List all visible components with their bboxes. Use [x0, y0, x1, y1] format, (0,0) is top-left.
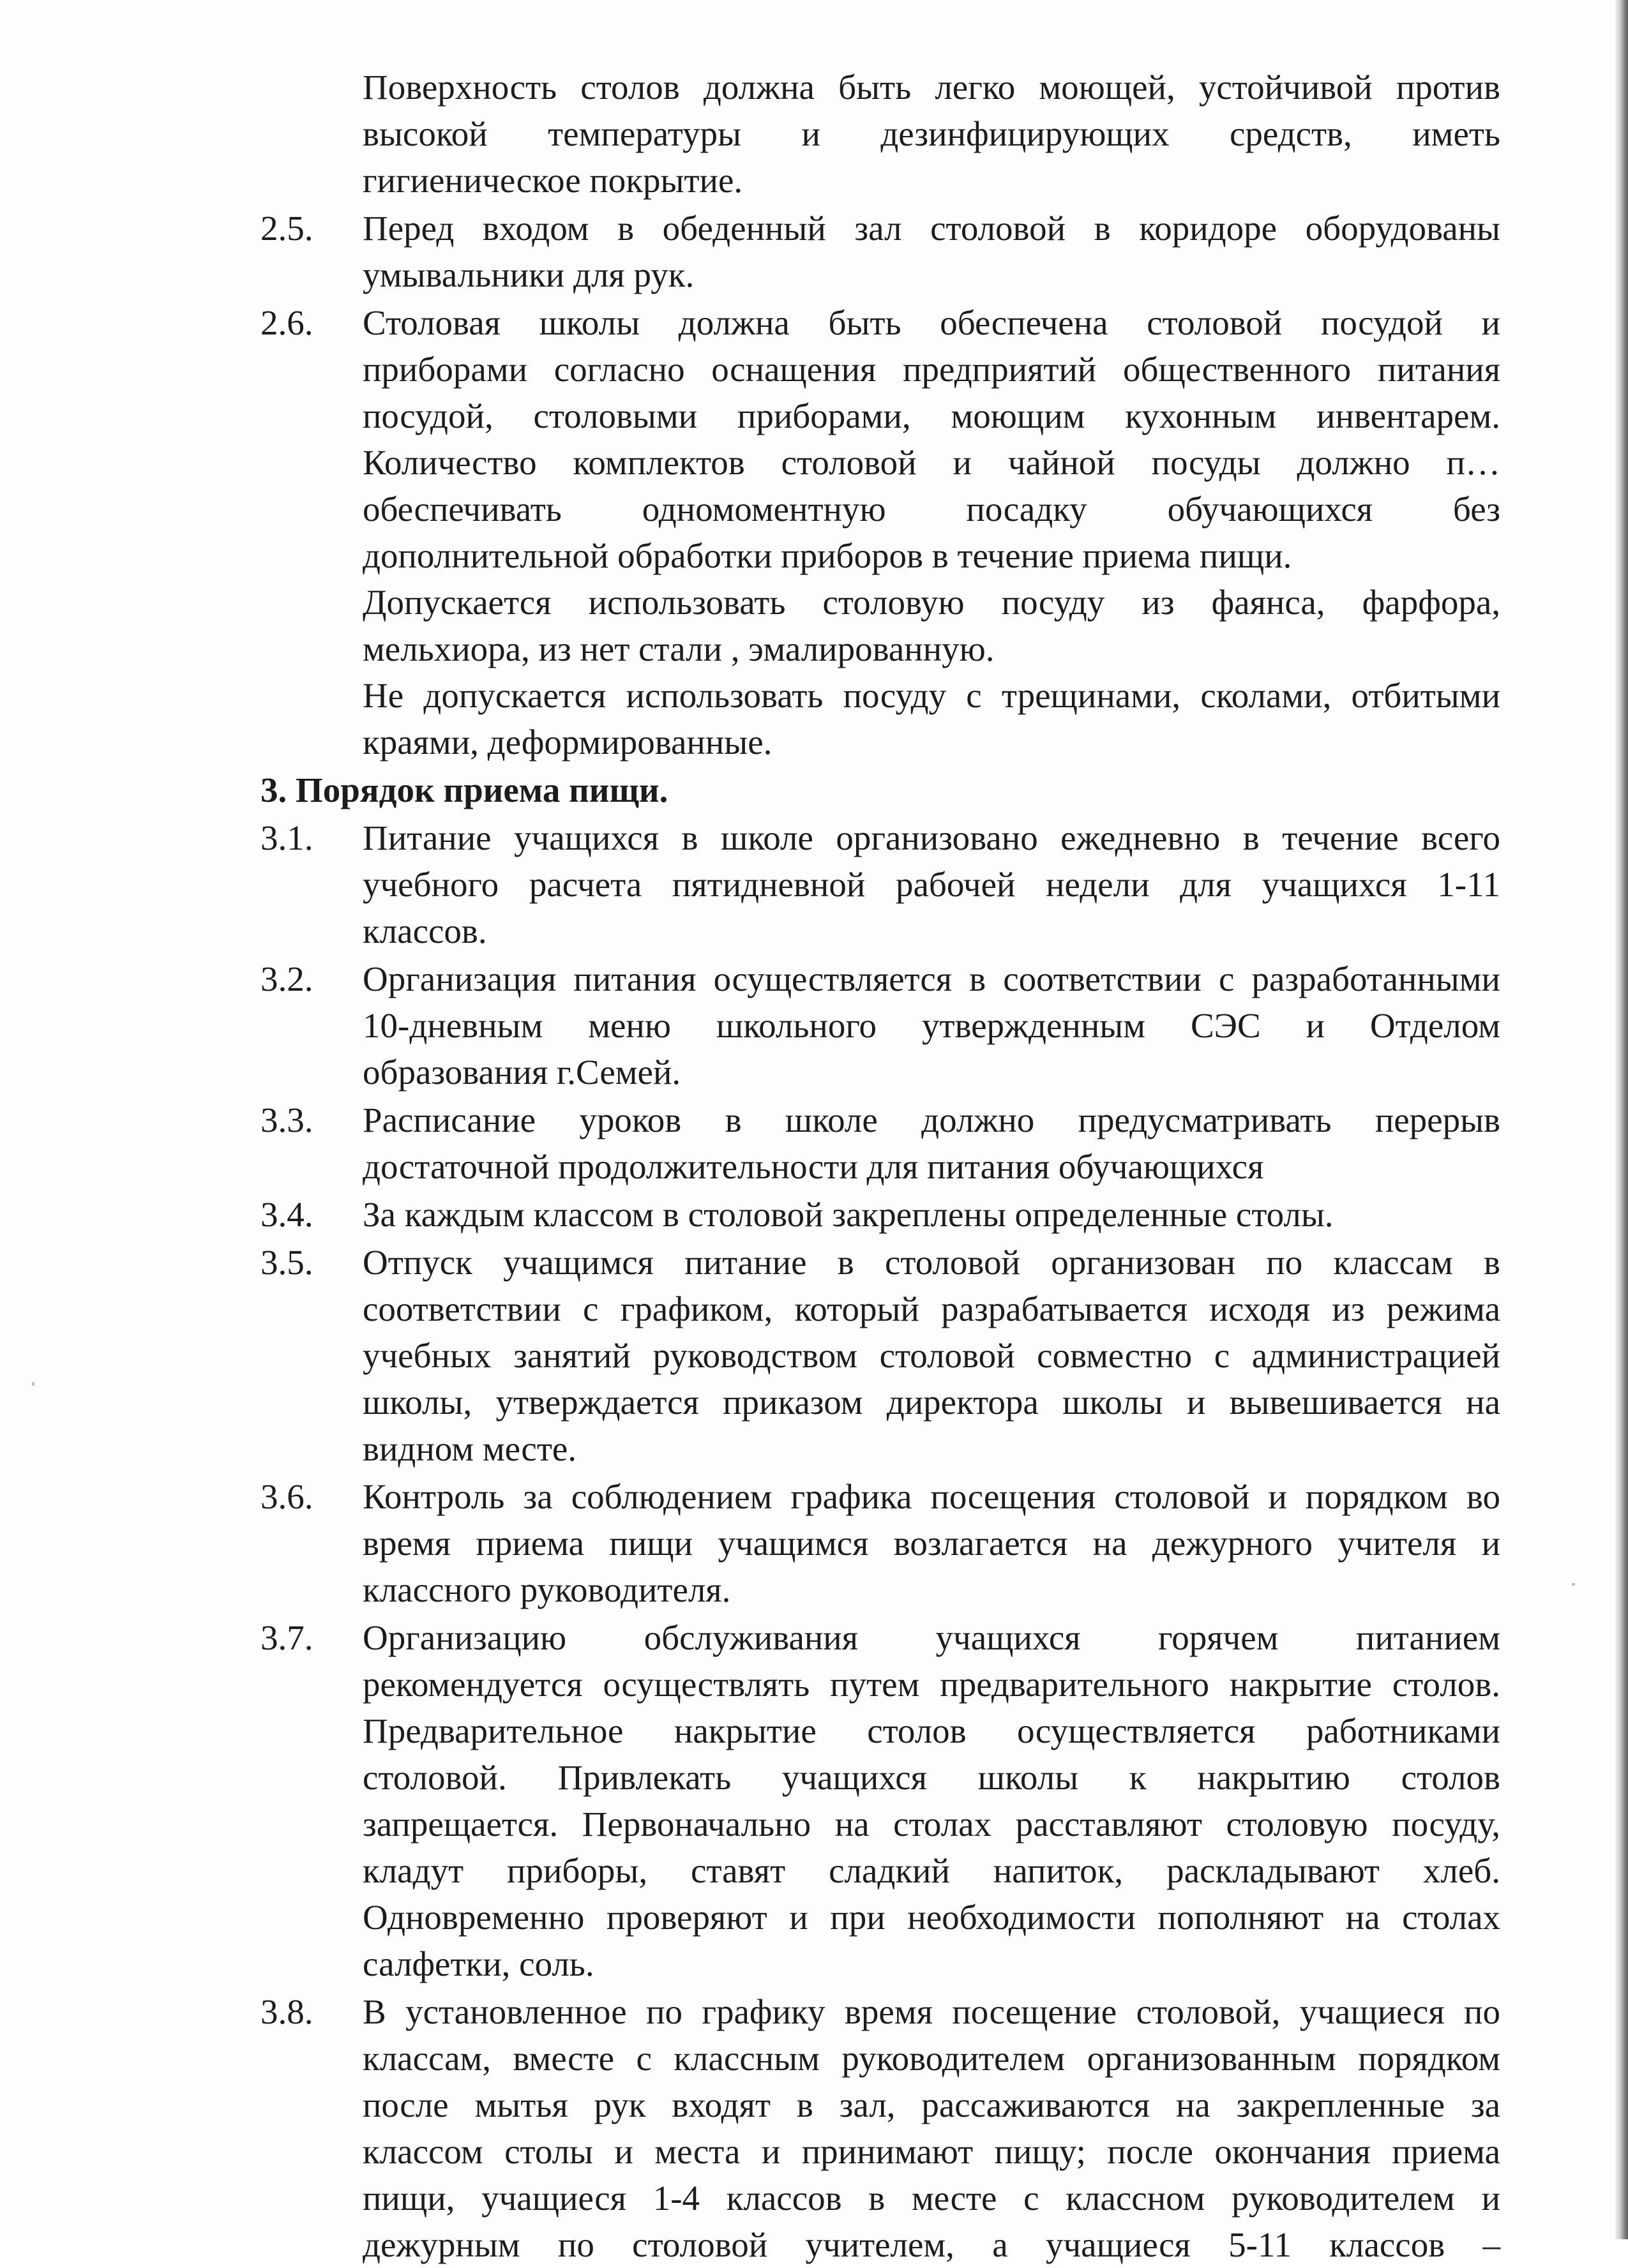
scan-speck [1572, 1583, 1575, 1586]
paragraph-line: Расписание уроков в школе должно предусматривать перерыв [363, 1100, 1500, 1139]
paragraph-line: классом столы и места и принимают пищу; после окончания приема [363, 2132, 1500, 2171]
item-number: 3.4. [260, 1195, 313, 1234]
paragraph-line: кладут приборы, ставят сладкий напиток, раскладывают хлеб. [363, 1851, 1500, 1890]
paragraph-line: посудой, столовыми приборами, моющим кухонным инвентарем. [363, 396, 1500, 435]
paragraph-line: Поверхность столов должна быть легко моющей, устойчивой против [363, 68, 1500, 107]
paragraph-line: дополнительной обработки приборов в течение приема пищи. [363, 536, 1292, 575]
paragraph-line: классов. [363, 912, 487, 950]
item-number: 3.5. [260, 1243, 313, 1282]
paragraph-line: краями, деформированные. [363, 723, 773, 762]
paragraph-line: дежурным по столовой учителем, а учащиеся 5-11 классов – [363, 2225, 1500, 2264]
paragraph-line: классного руководителя. [363, 1570, 731, 1609]
paragraph-line: В установленное по графику время посещение столовой, учащиеся по [363, 1992, 1500, 2031]
paragraph-line: Организация питания осуществляется в соответствии с разработанными [363, 959, 1500, 998]
paragraph-line: За каждым классом в столовой закреплены определенные столы. [363, 1195, 1334, 1234]
paragraph-line: гигиеническое покрытие. [363, 161, 743, 200]
paragraph-line: Столовая школы должна быть обеспечена столовой посудой и [363, 303, 1500, 342]
paragraph-line: Количество комплектов столовой и чайной посуды должно п… [363, 443, 1500, 482]
paragraph-line: Предварительное накрытие столов осуществляется работниками [363, 1711, 1500, 1750]
paragraph-line: салфетки, соль. [363, 1944, 594, 1983]
paragraph-line: пищи, учащиеся 1-4 классов в месте с классном руководителем и [363, 2179, 1500, 2218]
paragraph-line: рекомендуется осуществлять путем предварительного накрытие столов. [363, 1665, 1500, 1704]
paragraph-line: школы, утверждается приказом директора школы и вывешивается на [363, 1383, 1500, 1422]
paragraph-line: образования г.Семей. [363, 1053, 681, 1092]
paragraph-line: запрещается. Первоначально на столах расставляют столовую посуду, [363, 1805, 1500, 1844]
paragraph-line: умывальники для рук. [363, 255, 695, 294]
paragraph-line: высокой температуры и дезинфицирующих средств, иметь [363, 114, 1500, 153]
section-heading: 3. Порядок приема пищи. [260, 770, 668, 809]
paragraph-line: приборами согласно оснащения предприятий общественного питания [363, 350, 1500, 389]
paragraph-line: столовой. Привлекать учащихся школы к накрытию столов [363, 1758, 1500, 1797]
paragraph-line: учебных занятий руководством столовой совместно с администрацией [363, 1336, 1500, 1375]
item-number: 3.3. [260, 1100, 313, 1139]
paragraph-line: после мытья рук входят в зал, рассаживаются на закрепленные за [363, 2085, 1500, 2124]
item-number: 2.5. [260, 209, 313, 248]
paragraph-line: учебного расчета пятидневной рабочей недели для учащихся 1-11 [363, 865, 1500, 904]
paragraph-line: время приема пищи учащимся возлагается на дежурного учителя и [363, 1524, 1500, 1563]
paragraph-line: Допускается использовать столовую посуду из фаянса, фарфора, [363, 583, 1500, 622]
paragraph-line: 10-дневным меню школьного утвержденным СЭС и Отделом [363, 1006, 1500, 1045]
scan-speck [32, 1382, 34, 1386]
paragraph-line: Организацию обслуживания учащихся горячем питанием [363, 1618, 1500, 1657]
item-number: 3.6. [260, 1477, 313, 1516]
paragraph-line: обеспечивать одномоментную посадку обучающихся без [363, 490, 1500, 529]
paragraph-line: мельхиора, из нет стали , эмалированную. [363, 629, 995, 668]
paragraph-line: видном месте. [363, 1429, 577, 1468]
paragraph-line: Не допускается использовать посуду с трещинами, сколами, отбитыми [363, 676, 1500, 715]
paragraph-line: Перед входом в обеденный зал столовой в коридоре оборудованы [363, 209, 1500, 248]
page-edge-shadow [1615, 0, 1628, 2239]
paragraph-line: Контроль за соблюдением графика посещения столовой и порядком во [363, 1477, 1500, 1516]
item-number: 3.1. [260, 818, 313, 857]
paragraph-line: Одновременно проверяют и при необходимости пополняют на столах [363, 1898, 1500, 1937]
paragraph-line: соответствии с графиком, который разрабатывается исходя из режима [363, 1289, 1500, 1328]
item-number: 3.7. [260, 1618, 313, 1657]
item-number: 3.2. [260, 959, 313, 998]
paragraph-line: Питание учащихся в школе организовано ежедневно в течение всего [363, 818, 1500, 857]
paragraph-line: Отпуск учащимся питание в столовой организован по классам в [363, 1243, 1500, 1282]
item-number: 3.8. [260, 1992, 313, 2031]
paragraph-line: достаточной продолжительности для питания обучающихся [363, 1147, 1264, 1186]
item-number: 2.6. [260, 303, 313, 342]
paragraph-line: классам, вместе с классным руководителем организованным порядком [363, 2039, 1500, 2078]
